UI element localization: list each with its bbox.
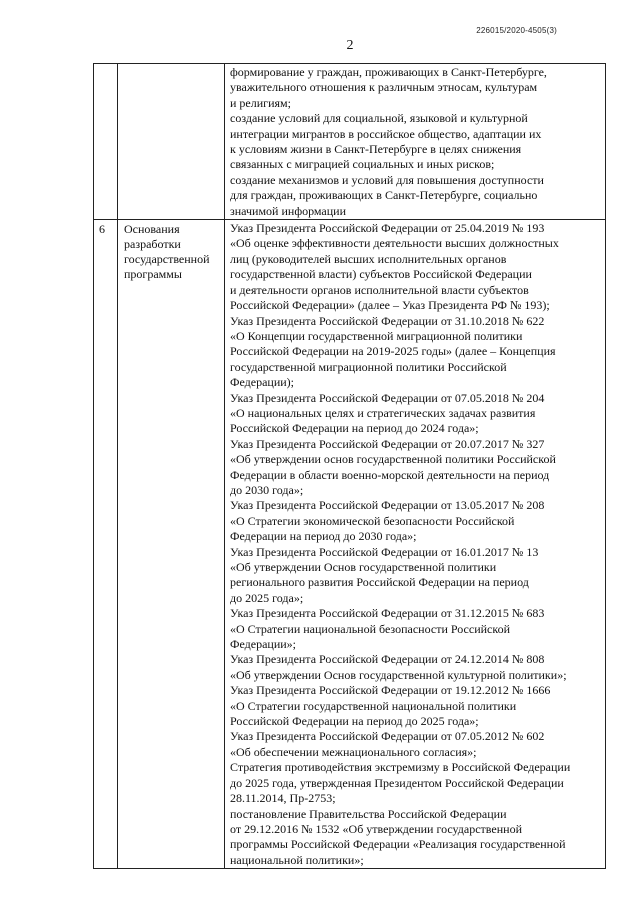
text-line: Указ Президента Российской Федерации от 31.12.2015 № 683 xyxy=(230,606,545,621)
text-line: Указ Президента Российской Федерации от 20.07.2017 № 327 xyxy=(230,436,545,451)
page-number: 2 xyxy=(346,38,354,53)
text-line: создание механизмов и условий для повышения доступности xyxy=(230,172,544,187)
text-line: «О Стратегии государственной национальной политики xyxy=(230,698,517,713)
text-line: Федерации»; xyxy=(230,637,297,652)
text-line: 28.11.2014, Пр-2753; xyxy=(230,791,336,806)
text-line: Указ Президента Российской Федерации от 07.05.2018 № 204 xyxy=(230,390,545,405)
table-row xyxy=(94,220,606,869)
text-line: программы Российской Федерации «Реализация государственной xyxy=(230,837,566,852)
text-line: Российской Федерации на период до 2025 года»; xyxy=(230,714,479,729)
text-line: и деятельности органов исполнительной власти субъектов xyxy=(230,282,529,297)
row-number-cell: 6 xyxy=(94,220,118,869)
text-line: Российской Федерации на 2019-2025 годы» (далее – Концепция xyxy=(230,344,556,359)
row-label-cell xyxy=(118,220,225,869)
text-line: «О Стратегии экономической безопасности Российской xyxy=(230,513,515,528)
text-line: к условиям жизни в Санкт-Петербурге в целях снижения xyxy=(230,142,522,157)
text-line: Федерации на период до 2030 года»; xyxy=(230,529,417,544)
text-line: создание условий для социальной, языковой и культурной xyxy=(230,111,528,126)
text-line: от 29.12.2016 № 1532 «Об утверждении государственной xyxy=(230,821,522,836)
row-number-cell xyxy=(94,64,118,220)
text-line: Указ Президента Российской Федерации от 13.05.2017 № 208 xyxy=(230,498,545,513)
text-line: Указ Президента Российской Федерации от 16.01.2017 № 13 xyxy=(230,544,539,559)
text-line: «О национальных целях и стратегических задачах развития xyxy=(230,405,536,420)
text-line: государственной миграционной политики Российской xyxy=(230,359,507,374)
text-line: «Об утверждении Основ государственной политики xyxy=(230,560,497,574)
text-line: Указ Президента Российской Федерации от 07.05.2012 № 602 xyxy=(230,729,545,744)
row-content-cell xyxy=(225,220,606,869)
row-label-cell xyxy=(118,64,225,220)
text-line: Федерации в области военно-морской деятельности на период xyxy=(230,467,550,482)
text-line: государственной власти) субъектов Российской Федерации xyxy=(230,267,532,282)
text-line: «Об обеспечении межнационального согласия»; xyxy=(230,744,477,759)
text-line: «О Стратегии национальной безопасности Российской xyxy=(230,621,511,636)
text-line: и религиям; xyxy=(230,95,291,110)
text-line: разработки xyxy=(124,237,181,252)
text-line: «Об утверждении Основ государственной культурной политики»; xyxy=(230,667,567,682)
text-line: уважительного отношения к различным этносам, культурам xyxy=(230,80,538,95)
text-line: «О Концепции государственной миграционной политики xyxy=(230,328,523,343)
table-row xyxy=(94,64,606,220)
text-line: Российской Федерации» (далее – Указ Президента РФ № 193); xyxy=(230,298,550,313)
text-line: Указ Президента Российской Федерации от 19.12.2012 № 1666 xyxy=(230,683,551,698)
document-code: 226015/2020-4505(3) xyxy=(476,26,557,35)
text-line: государственной xyxy=(124,252,210,267)
text-line: Основания xyxy=(124,222,180,237)
text-line: постановление Правительства Российской Федерации xyxy=(230,806,507,821)
text-line: Российской Федерации на период до 2024 года»; xyxy=(230,421,479,436)
text-line: Указ Президента Российской Федерации от 24.12.2014 № 808 xyxy=(230,652,545,667)
text-line: Стратегия противодействия экстремизму в Российской Федерации xyxy=(230,760,571,775)
text-line: интеграции мигрантов в российское общество, адаптации их xyxy=(230,126,542,141)
text-line: программы xyxy=(124,267,182,282)
text-line: Федерации); xyxy=(230,375,295,390)
row-content-cell xyxy=(225,64,606,220)
text-line: до 2025 года, утвержденная Президентом Российской Федерации xyxy=(230,775,564,790)
text-line: для граждан, проживающих в Санкт-Петербурге, социально xyxy=(230,188,538,203)
text-line: лиц (руководителей высших исполнительных органов xyxy=(230,251,507,266)
text-line: «Об оценке эффективности деятельности высших должностных xyxy=(230,236,559,251)
text-line: до 2025 года»; xyxy=(230,590,304,605)
text-line: до 2030 года»; xyxy=(230,482,304,497)
program-table xyxy=(93,63,606,869)
text-line: связанных с миграцией социальных и иных рисков; xyxy=(230,157,495,172)
text-line: формирование у граждан, проживающих в Санкт-Петербурге, xyxy=(230,65,547,79)
text-line: Указ Президента Российской Федерации от 25.04.2019 № 193 xyxy=(230,221,545,236)
text-line: значимой информации xyxy=(230,203,347,218)
text-line: регионального развития Российской Федерации на период xyxy=(230,575,529,590)
text-line: национальной политики»; xyxy=(230,852,364,867)
text-line: «Об утверждении основ государственной политики Российской xyxy=(230,452,556,467)
text-line: Указ Президента Российской Федерации от 31.10.2018 № 622 xyxy=(230,313,545,328)
